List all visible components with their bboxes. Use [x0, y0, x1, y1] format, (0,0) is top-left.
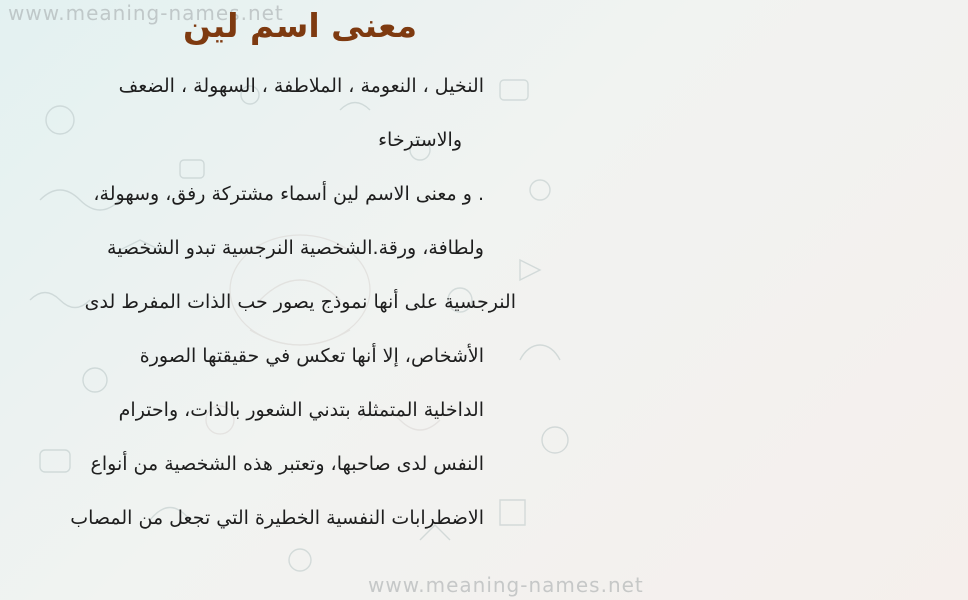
paragraph-line: الداخلية المتمثلة بتدني الشعور بالذات، واحترام [118, 399, 484, 421]
paragraph-line: الاضطرابات النفسية الخطيرة التي تجعل من المصاب [70, 507, 484, 529]
watermark-top: www.meaning-names.net [8, 1, 284, 25]
paragraph-line: والاسترخاء [378, 129, 462, 151]
paragraph-line: ولطافة، ورقة.الشخصية النرجسية تبدو الشخصية [107, 237, 484, 259]
paragraph-line: النرجسية على أنها نموذج يصور حب الذات المفرط لدى [84, 291, 516, 313]
paragraph-line: الأشخاص، إلا أنها تعكس في حقيقتها الصورة [139, 345, 484, 367]
paragraph-line: النخيل ، النعومة ، الملاطفة ، السهولة ، الضعف [118, 75, 484, 97]
paragraph-line: . و معنى الاسم لين أسماء مشتركة رفق، وسهولة، [93, 183, 484, 205]
watermark-bottom: www.meaning-names.net [368, 573, 644, 597]
page-title: معنى اسم لين [182, 6, 418, 45]
paragraph-line: النفس لدى صاحبها، وتعتبر هذه الشخصية من أنواع [90, 453, 484, 475]
meaning-paragraph [24, 66, 516, 552]
